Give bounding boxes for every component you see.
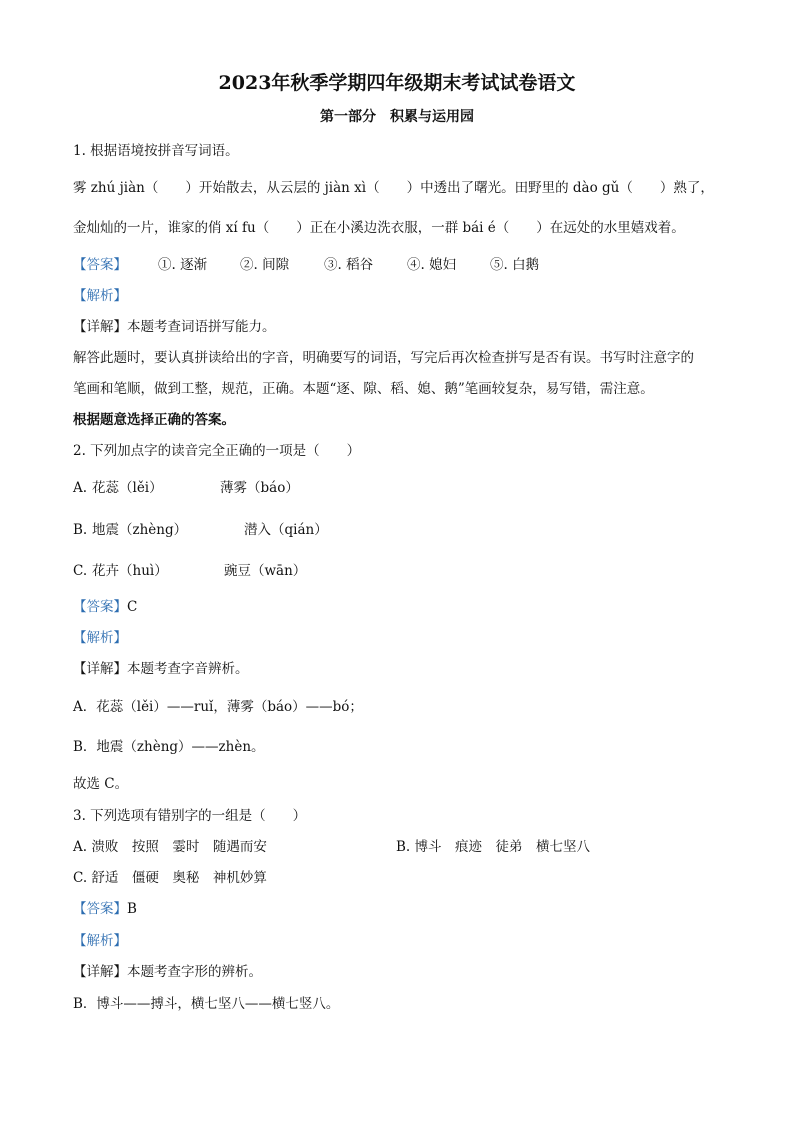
q1-para-line1: 解答此题时，要认真拼读给出的字音，明确要写的词语，写完后再次检查拼写是否有误。书写时注意字的 <box>73 350 694 366</box>
q2-option-a-word1: 花蕊（lěi） <box>92 480 163 496</box>
q2-note-b: B．地震（zhèng）——zhèn。 <box>73 739 265 755</box>
q1-answer-3: ③. 稻谷 <box>324 257 374 273</box>
q2-option-a-label: A. <box>73 480 88 496</box>
answer-tag: 【答案】 <box>73 257 127 273</box>
q3-option-b: B. 博斗 痕迹 徒弟 横七坚八 <box>396 839 591 855</box>
q2-option-b-label: B. <box>73 522 88 538</box>
q1-bold-line: 根据题意选择正确的答案。 <box>73 412 235 428</box>
answer-value: B <box>127 901 137 917</box>
q1-answer-2: ②. 间隙 <box>240 257 290 273</box>
answer-tag: 【答案】 <box>73 599 127 615</box>
q2-option-c-word2: 豌豆（wān） <box>224 563 307 579</box>
detail-text: 本题考查字音辨析。 <box>127 661 249 677</box>
q2-option-a-word2: 薄雾（báo） <box>220 480 299 496</box>
q2-detail <box>73 660 249 678</box>
q1-answer-1: ①. 逐渐 <box>158 257 208 273</box>
page-title: 2023年秋季学期四年级期末考试试卷语文 <box>218 72 576 94</box>
detail-text: 本题考查字形的辨析。 <box>127 964 262 980</box>
q2-option-c-label: C. <box>73 563 88 579</box>
q3-stem: 3. 下列选项有错别字的一组是（ ） <box>73 808 307 824</box>
q1-analysis-tag: 【解析】 <box>73 288 127 304</box>
q1-answer-line <box>73 256 127 274</box>
q3-detail <box>73 963 262 981</box>
section-title: 第一部分 积累与运用园 <box>320 109 474 125</box>
q2-answer-line <box>73 598 137 616</box>
detail-tag: 【详解】 <box>73 661 127 677</box>
q3-option-c: C. 舒适 僵硬 奥秘 神机妙算 <box>73 870 267 886</box>
q2-option-b-word1: 地震（zhèng） <box>92 522 188 538</box>
q2-option-c-word1: 花卉（huì） <box>92 563 168 579</box>
q3-analysis-tag: 【解析】 <box>73 933 127 949</box>
q2-note-a: A．花蕊（lěi）——ruǐ，薄雾（báo）——bó； <box>73 699 363 715</box>
answer-value: C <box>127 599 138 615</box>
q3-note: B．博斗——搏斗，横七坚八——横七竖八。 <box>73 996 340 1012</box>
detail-tag: 【详解】 <box>73 319 127 335</box>
q1-text-line1: 雾 zhú jiàn（ ）开始散去，从云层的 jiàn xì（ ）中透出了曙光。田野里的 dào gǔ（ ）熟了， <box>73 180 714 196</box>
q1-para-line2: 笔画和笔顺，做到工整，规范，正确。本题“逐、隙、稻、媳、鹅”笔画较复杂，易写错，需注意。 <box>73 381 654 397</box>
q2-conclusion: 故选 C。 <box>73 776 129 792</box>
detail-text: 本题考查词语拼写能力。 <box>127 319 276 335</box>
q1-detail <box>73 318 276 336</box>
detail-tag: 【详解】 <box>73 964 127 980</box>
q1-stem: 1. 根据语境按拼音写词语。 <box>73 143 239 159</box>
q3-option-a: A. 溃败 按照 霎时 随遇而安 <box>73 839 267 855</box>
answer-tag: 【答案】 <box>73 901 127 917</box>
q3-answer-line <box>73 900 137 918</box>
q1-answer-5: ⑤. 白鹅 <box>490 257 540 273</box>
q2-option-b-word2: 潜入（qián） <box>244 522 328 538</box>
q1-text-line2: 金灿灿的一片，谁家的俏 xí fu（ ）正在小溪边洗衣服，一群 bái é（ ）在远处的水里嬉戏着。 <box>73 220 685 236</box>
q2-stem: 2. 下列加点字的读音完全正确的一项是（ ） <box>73 443 361 459</box>
q1-answer-4: ④. 媳妇 <box>407 257 457 273</box>
q2-analysis-tag: 【解析】 <box>73 630 127 646</box>
